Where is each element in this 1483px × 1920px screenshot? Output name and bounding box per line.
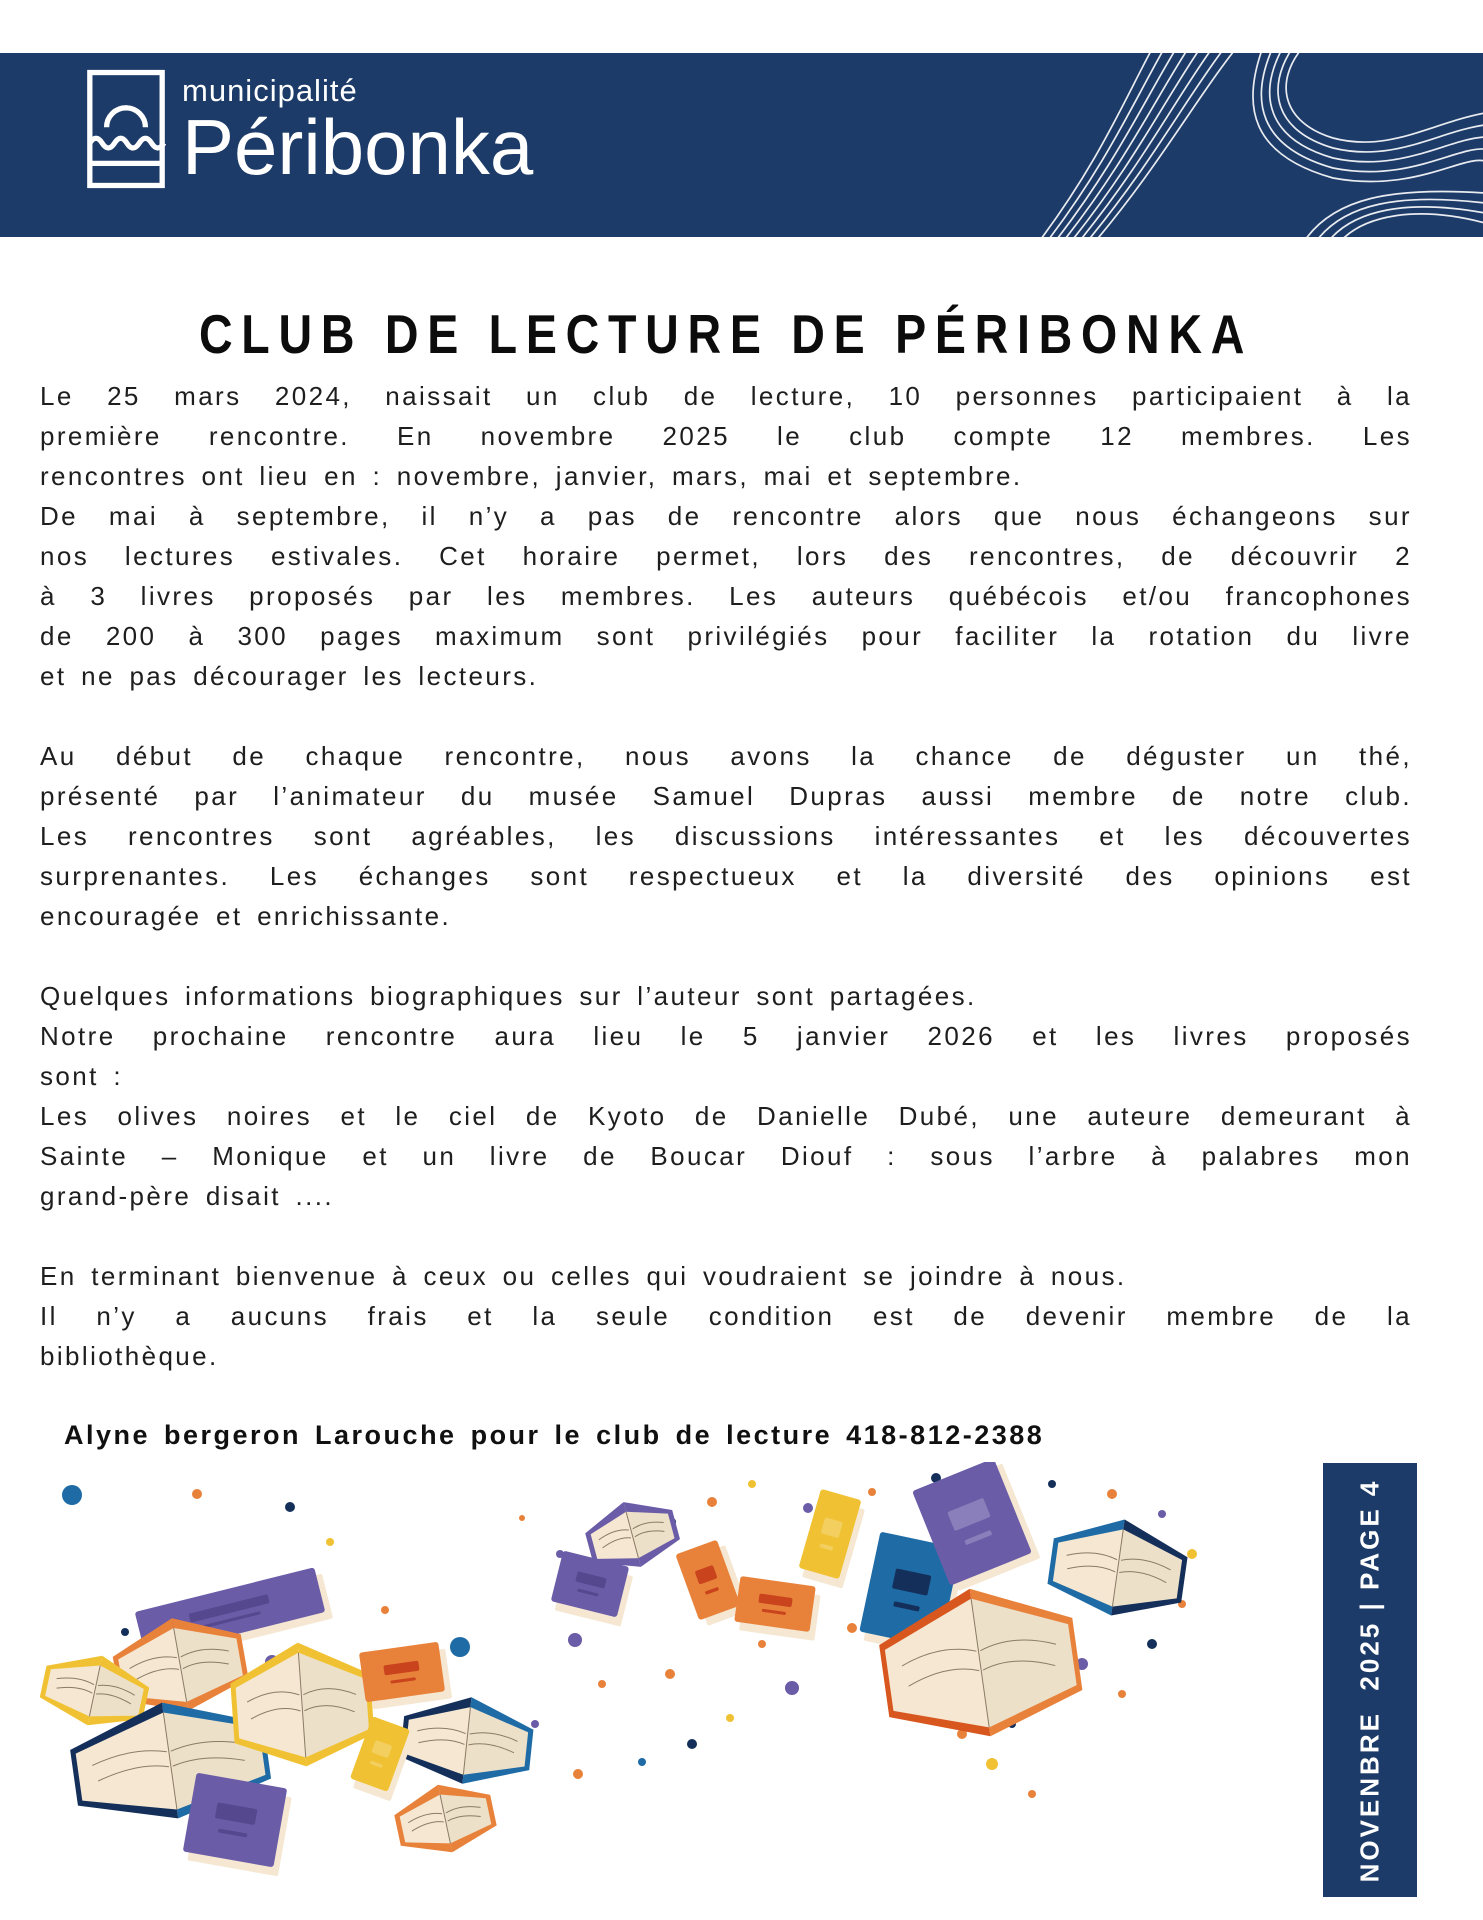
decorative-dot-icon: [450, 1637, 470, 1657]
text-line: bibliothèque.: [40, 1341, 219, 1371]
text-line: nos lectures estivales. Cet horaire permet, lors des rencontres, de découvrir 2: [40, 541, 1412, 571]
decorative-dot-icon: [726, 1714, 734, 1722]
logo-mark-icon: [86, 69, 166, 194]
decorative-dot-icon: [638, 1758, 646, 1766]
text-line: Sainte – Monique et un livre de Boucar Diouf : sous l’arbre à palabres mon: [40, 1141, 1412, 1171]
decorative-dot-icon: [1187, 1549, 1197, 1559]
decorative-dot-icon: [598, 1680, 606, 1688]
text-line: En terminant bienvenue à ceux ou celles qui voudraient se joindre à nous.: [40, 1261, 1127, 1291]
paragraph: [40, 1256, 1412, 1376]
text-line: De mai à septembre, il n’y a pas de rencontre alors que nous échangeons sur: [40, 501, 1412, 531]
text-line: à 3 livres proposés par les membres. Les auteurs québécois et/ou francophones: [40, 581, 1412, 611]
text-line: Il n’y a aucuns frais et la seule condition est de devenir membre de la: [40, 1301, 1412, 1331]
decorative-dot-icon: [531, 1720, 539, 1728]
contour-lines-decoration-icon: [1003, 53, 1483, 237]
text-line: première rencontre. En novembre 2025 le club compte 12 membres. Les: [40, 421, 1412, 451]
text-line: Le 25 mars 2024, naissait un club de lecture, 10 personnes participaient à la: [40, 381, 1412, 411]
decorative-dot-icon: [1118, 1690, 1126, 1698]
text-line: de 200 à 300 pages maximum sont privilégiés pour faciliter la rotation du livre: [40, 621, 1412, 651]
page-title: CLUB DE LECTURE DE PÉRIBONKA: [198, 305, 1254, 366]
paragraph: [40, 376, 1412, 696]
closed-book-icon: [359, 1641, 452, 1710]
footer-page-label: NOVENBRE 2025 | PAGE 4: [1354, 1478, 1385, 1882]
decorative-dot-icon: [568, 1633, 582, 1647]
decorative-dot-icon: [707, 1497, 717, 1507]
text-line: sont :: [40, 1061, 123, 1091]
decorative-dot-icon: [519, 1515, 525, 1521]
flying-books-illustration: [30, 1462, 1210, 1902]
decorative-dot-icon: [381, 1606, 389, 1614]
header-band: [0, 53, 1483, 237]
paragraph: [40, 736, 1412, 936]
decorative-dot-icon: [748, 1480, 756, 1488]
text-line: Les olives noires et le ciel de Kyoto de Danielle Dubé, une auteure demeurant à: [40, 1101, 1412, 1131]
text-line: Quelques informations biographiques sur l’auteur sont partagées.: [40, 981, 977, 1011]
paragraph: [40, 976, 1412, 1216]
decorative-dot-icon: [1028, 1790, 1036, 1798]
decorative-dot-icon: [665, 1669, 675, 1679]
text-line: encouragée et enrichissante.: [40, 901, 452, 931]
decorative-dot-icon: [1107, 1489, 1117, 1499]
decorative-dot-icon: [758, 1640, 766, 1648]
decorative-dot-icon: [192, 1489, 202, 1499]
decorative-dot-icon: [986, 1758, 998, 1770]
decorative-dot-icon: [868, 1488, 876, 1496]
open-book-icon: [398, 1690, 536, 1790]
text-line: grand-père disait ....: [40, 1181, 335, 1211]
decorative-dot-icon: [285, 1502, 295, 1512]
text-line: surprenantes. Les échanges sont respectueux et la diversité des opinions est: [40, 861, 1412, 891]
paragraphs: [40, 376, 1412, 1416]
decorative-dot-icon: [1158, 1510, 1166, 1518]
brand-name-label: Péribonka: [182, 103, 534, 191]
decorative-dot-icon: [687, 1739, 697, 1749]
decorative-dot-icon: [1048, 1480, 1056, 1488]
text-line: Au début de chaque rencontre, nous avons la chance de déguster un thé,: [40, 741, 1412, 771]
closed-book-icon: [733, 1576, 822, 1641]
open-book-icon: [390, 1775, 500, 1863]
brand-top-label: municipalité: [182, 73, 358, 108]
municipality-logo: [86, 69, 533, 194]
open-book-icon: [1044, 1510, 1191, 1625]
decorative-dot-icon: [847, 1623, 857, 1633]
decorative-dot-icon: [62, 1485, 82, 1505]
signature-line: Alyne bergeron Larouche pour le club de lecture 418-812-2388: [64, 1420, 1045, 1450]
decorative-dot-icon: [326, 1538, 334, 1546]
decorative-dot-icon: [121, 1628, 129, 1636]
decorative-dot-icon: [573, 1769, 583, 1779]
text-line: et ne pas décourager les lecteurs.: [40, 661, 539, 691]
text-line: rencontres ont lieu en : novembre, janvier, mars, mai et septembre.: [40, 461, 1023, 491]
text-line: présenté par l’animateur du musée Samuel Dupras aussi membre de notre club.: [40, 781, 1412, 811]
decorative-dot-icon: [785, 1681, 799, 1695]
closed-book-icon: [181, 1773, 293, 1877]
text-line: Les rencontres sont agréables, les discussions intéressantes et les découvertes: [40, 821, 1412, 851]
decorative-dot-icon: [1147, 1639, 1157, 1649]
decorative-dot-icon: [803, 1503, 813, 1513]
footer-page-banner: [1323, 1463, 1417, 1897]
logo-text: [182, 69, 534, 191]
text-line: Notre prochaine rencontre aura lieu le 5 janvier 2026 et les livres proposés: [40, 1021, 1412, 1051]
